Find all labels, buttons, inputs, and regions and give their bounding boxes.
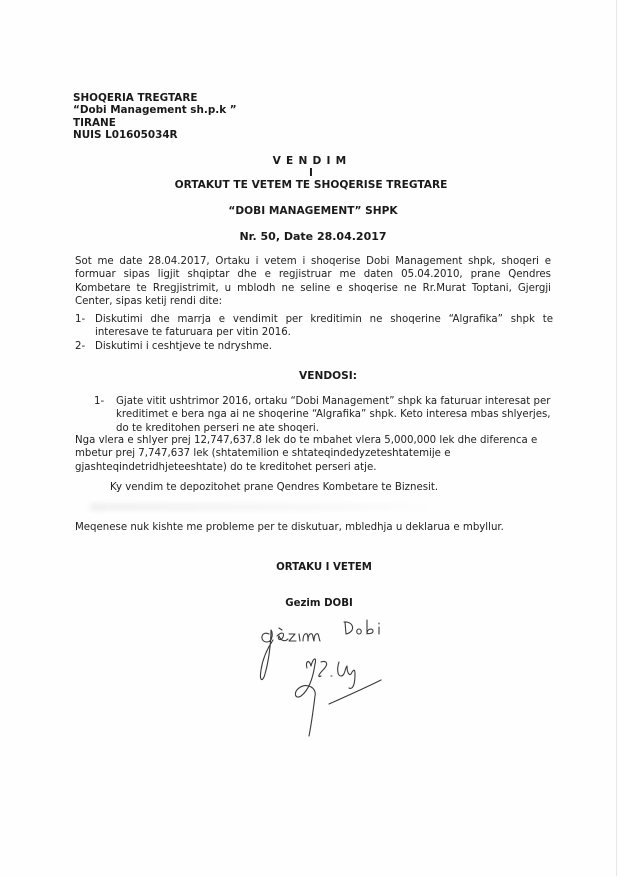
decision-item [94,395,552,435]
title-i: I [309,167,313,179]
company-line: SHOQERIA TREGTARE [73,92,198,104]
signature-stroke [344,622,353,634]
signature-stroke [295,659,315,736]
agenda-item-number: 1- [75,314,86,325]
title-company: “DOBI MANAGEMENT” SHPK [228,205,398,217]
intro-paragraph: Sot me date 28.04.2017, Ortaku i vetem i shoqerise Dobi Management shpk, shoqeri e formuar sipas ligjit shqiptar dhe e regjistruar me daten 05.04.2010, prane Qendres Kombetare te Rregjistrimit, u mblodh ne seline e shoqerise ne Rr.Murat Toptani, Gjergji Center, sipas ketij rendi dite: [75,256,551,308]
handwritten-signature [255,612,405,740]
company-line: “Dobi Management sh.p.k ” [73,104,237,117]
decision-remainder-paragraph: Nga vlera e shlyer prej 12,747,637.8 lek do te mbahet vlera 5,000,000 lek dhe diferenca e mbetur prej 7,747,637 lek (shtatemilion e shtateqindedyzeteshtatemije e gjashteqindetridhjeteeshtate) do te kreditohet perseri atje. [75,435,538,473]
title-ortakut: ORTAKUT TE VETEM TE SHOQERISE TREGTARE [174,179,448,191]
signature-stroke [279,628,282,630]
agenda-item-number: 2- [75,340,86,352]
signatory-title: ORTAKU I VETEM [276,562,372,573]
signature-stroke [319,661,327,676]
company-line: NUIS L01605034R [73,128,178,141]
company-line: TIRANE [73,116,116,129]
title-number-date: Nr. 50, Date 28.04.2017 [239,230,387,243]
decision-heading: VENDOSI: [299,370,357,382]
closing-statement: Meqenese nuk kishte me probleme per te diskutuar, mbledhja u deklarua e mbyllur. [75,522,504,533]
scan-smudge [90,503,440,511]
decision-list [94,395,552,435]
signature-stroke [329,680,381,704]
signature-stroke [357,629,362,634]
deposit-statement: Ky vendim te depozitohet prane Qendres Kombetare te Biznesit. [110,482,439,493]
signature-stroke [277,633,288,641]
signature-stroke [299,634,300,641]
agenda-item-text: Diskutimi i ceshtjeve te ndryshme. [95,340,273,352]
signature-stroke [303,634,320,641]
signature-stroke [260,630,273,680]
signature-stroke [289,634,296,641]
decision-item-text: Gjate vitit ushtrimor 2016, ortaku “Dobi Management” shpk ka faturuar interesat per kreditimet e bera nga ai ne shoqerine “Algrafika” shpk. Keto interesa mbas shlyerjes, do te kreditohen perseri ne ate shoqeri. [116,396,551,434]
signature-stroke [367,620,373,634]
agenda-item [75,340,553,353]
company-header [73,92,237,141]
agenda-list [75,313,553,353]
agenda-item-text: Diskutimi dhe marrja e vendimit per kreditimin ne shoqerine “Algrafika” shpk te interesave te faturuara per vitin 2016. [95,314,553,339]
agenda-item [75,313,553,340]
scan-edge [616,0,617,876]
signature-stroke [338,662,355,688]
decision-item-number: 1- [94,396,105,407]
title-vendim: VENDIM [272,155,352,167]
signatory-name: Gezim DOBI [285,598,353,609]
